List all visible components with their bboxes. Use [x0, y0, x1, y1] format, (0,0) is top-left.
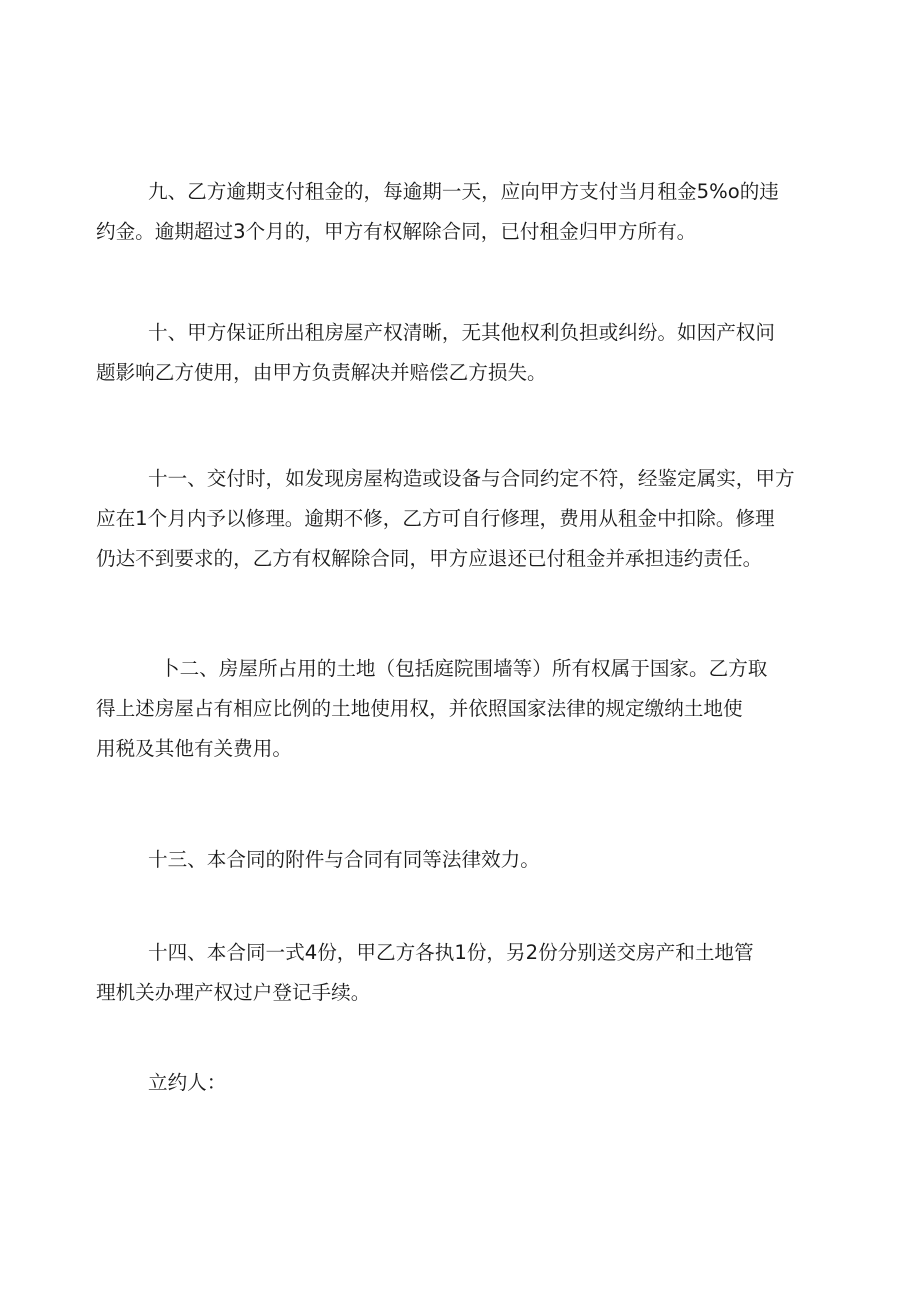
clause-11-line-3: 仍达不到要求的，乙方有权解除合同，甲方应退还已付租金并承担违约责任。 — [96, 547, 763, 570]
clause-12-line-3: 用税及其他有关费用。 — [96, 737, 292, 760]
clause-14-line-2: 理机关办理产权过户登记手续。 — [96, 981, 371, 1004]
clause-10 — [96, 313, 836, 393]
clause-12-line-2: 得上述房屋占有相应比例的土地使用权，并依照国家法律的规定缴纳土地使 — [96, 697, 743, 720]
clause-13-line-1: 十三、本合同的附件与合同有同等法律效力。 — [148, 848, 540, 871]
clause-14-line-1: 十四、本合同一式4份，甲乙方各执1份，另2份分别送交房产和土地管 — [148, 941, 754, 964]
clause-12-line-1: 卜二、房屋所占用的土地（包括庭院围墙等）所有权属于国家。乙方取 — [160, 657, 768, 680]
clause-11-line-2: 应在1个月内予以修理。逾期不修，乙方可自行修理，费用从租金中扣除。修理 — [96, 507, 775, 530]
signature-label: 立约人： — [148, 1071, 227, 1094]
signature-block — [96, 1063, 836, 1103]
clause-11-line-1: 十一、交付时，如发现房屋构造或设备与合同约定不符，经鉴定属实，甲方 — [148, 467, 795, 490]
clause-10-line-2: 题影响乙方使用，由甲方负责解决并赔偿乙方损失。 — [96, 361, 547, 384]
clause-11 — [96, 459, 836, 579]
clause-13 — [96, 840, 836, 880]
clause-9-line-2: 约金。逾期超过3个月的，甲方有权解除合同，已付租金归甲方所有。 — [96, 220, 697, 243]
clause-14 — [96, 933, 836, 1013]
clause-10-line-1: 十、甲方保证所出租房屋产权清晰，无其他权利负担或纠纷。如因产权问 — [148, 321, 775, 344]
clause-9 — [96, 172, 836, 252]
clause-12 — [96, 649, 836, 769]
clause-9-line-1: 九、乙方逾期支付租金的，每逾期一天，应向甲方支付当月租金5%o的违 — [148, 180, 779, 203]
